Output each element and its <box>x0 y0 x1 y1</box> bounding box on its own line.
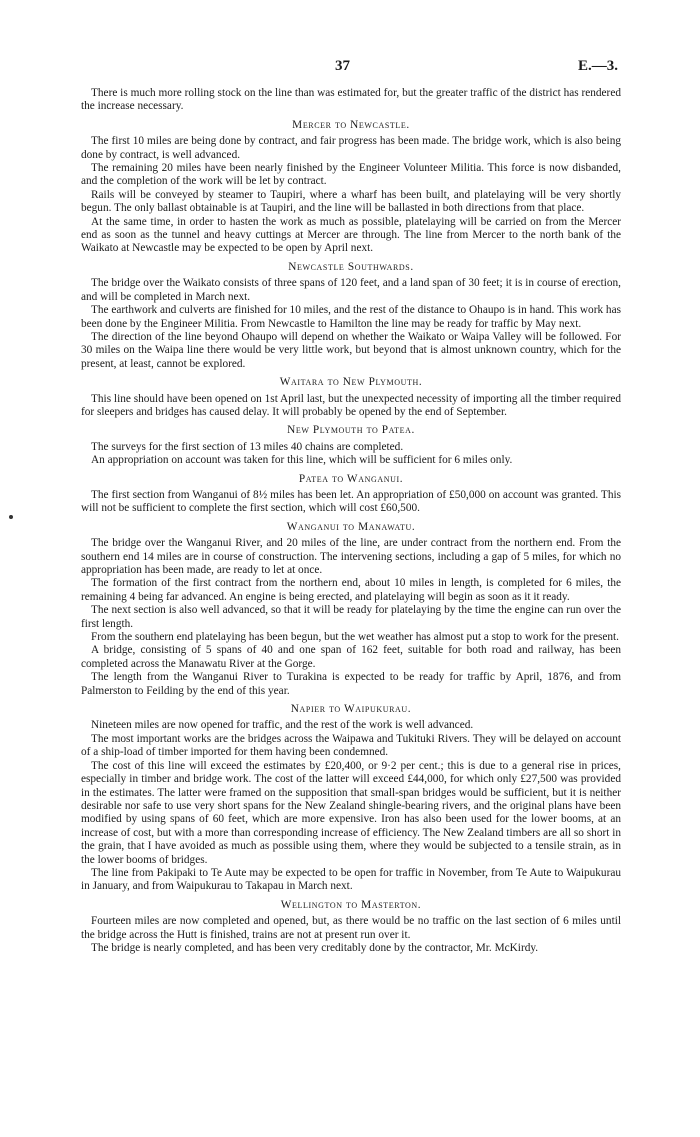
paragraph: At the same time, in order to hasten the work as much as possible, platelaying will be carried on from the Mercer end as soon as the tunnel and heavy cuttings at Mercer are through. The line from Mercer to the north bank of the Waikato at Newcastle may be expected to be open by April next. <box>81 215 621 255</box>
paragraph: The surveys for the first section of 13 miles 40 chains are completed. <box>91 440 404 453</box>
page-number: 37 <box>335 58 350 74</box>
section <box>81 87 621 114</box>
section <box>81 521 621 698</box>
section-heading: Napier to Waipukurau. <box>290 703 412 716</box>
paragraph: The bridge over the Waikato consists of three spans of 120 feet, and a land span of 30 feet; it is in course of erection, and will be completed in March next. <box>81 277 621 303</box>
section <box>81 703 621 894</box>
section <box>81 261 621 371</box>
paragraph: The first 10 miles are being done by contract, and fair progress has been made. The bridge work, which is also being done by contract, is well advanced. <box>81 135 621 161</box>
paragraph: The most important works are the bridges across the Waipawa and Tukituki Rivers. They will be delayed on account of a ship-load of timber imported for them having been condemned. <box>81 732 621 759</box>
paragraph: This line should have been opened on 1st April last, but the unexpected necessity of importing all the timber required for sleepers and bridges has caused delay. It will probably be opened by the end of September. <box>81 392 621 418</box>
section <box>81 119 621 256</box>
section-heading: Newcastle Southwards. <box>288 260 414 273</box>
paragraph: The length from the Wanganui River to Turakina is expected to be ready for traffic by April, 1876, and from Palmerston to Feilding by the end of this year. <box>81 671 621 697</box>
section-heading: Mercer to Newcastle. <box>292 118 410 131</box>
paragraph: The line from Pakipaki to Te Aute may be expected to be open for traffic in November, from Te Aute to Waipukurau in January, and from Waipukurau to Takapau in March next. <box>81 866 621 893</box>
section <box>81 899 621 956</box>
paragraph: A bridge, consisting of 5 spans of 40 and one span of 162 feet, suitable for both road and railway, has been completed across the Manawatu River at the Gorge. <box>81 644 621 670</box>
paragraph: The bridge over the Wanganui River, and 20 miles of the line, are under contract from the northern end. From the southern end 14 miles are in course of construction. The intervening sections, including a gap of 5 miles, for which no appropriation has been made, are ready to let at once. <box>81 537 621 576</box>
section-heading: Patea to Wanganui. <box>298 472 404 485</box>
paragraph: Fourteen miles are now completed and opened, but, as there would be no traffic on the last section of 6 miles until the bridge across the Hutt is finished, trains are not at present run over it. <box>81 915 621 941</box>
paragraph: Rails will be conveyed by steamer to Taupiri, where a wharf has been built, and platelaying will be very shortly begun. The only ballast obtainable is at Taupiri, and the line will be ballasted in both directions from that place. <box>81 188 621 215</box>
paragraph: The remaining 20 miles have been nearly finished by the Engineer Volunteer Militia. This force is now disbanded, and the completion of the work will be let by contract. <box>81 162 621 188</box>
section-heading: Wanganui to Manawatu. <box>286 520 416 533</box>
section <box>81 376 621 419</box>
paragraph: The next section is also well advanced, so that it will be ready for platelaying by the time the engine can run over the first length. <box>81 604 621 630</box>
paragraph: The cost of this line will exceed the estimates by £20,400, or 9·2 per cent.; this is due to a general rise in prices, especially in timber and bridge work. The cost of the latter will exceed £44,000, for which only £27,500 was provided in the estimates. The latter were framed on the supposition that small-span bridges would be sufficient, but it is neither desirable nor safe to use very short spans for the New Zealand shingle-bearing rivers, and the original plans have been modified by using spans of 60 feet, which are more expensive. Iron has also been used for the lower booms, at an increase of cost, but with a more than corresponding increase of efficiency. The New Zealand timbers are all so short in the grain, that I have avoided as much as possible using them, where they would be subjected to a tensile strain, as in the lower booms of bridges. <box>81 759 621 866</box>
document-body <box>81 87 621 955</box>
paragraph: The bridge is nearly completed, and has been very creditably done by the contractor, Mr. McKirdy. <box>91 941 539 954</box>
paragraph: There is much more rolling stock on the line than was estimated for, but the greater traffic of the district has rendered the increase necessary. <box>81 87 621 113</box>
document-reference: E.—3. <box>577 58 618 74</box>
paragraph: An appropriation on account was taken for this line, which will be sufficient for 6 miles only. <box>91 454 513 467</box>
margin-mark <box>9 515 13 519</box>
paragraph: The first section from Wanganui of 8½ miles has been let. An appropriation of £50,000 on account was granted. This will not be sufficient to complete the first section, which will cost £60,500. <box>81 488 621 515</box>
paragraph: The formation of the first contract from the northern end, about 10 miles in length, is completed for 6 miles, the remaining 4 being far advanced. An engine is being erected, and platelaying will begin as soon as it it ready. <box>81 577 621 603</box>
paragraph: The earthwork and culverts are finished for 10 miles, and the rest of the distance to Ohaupo is in hand. This work has been done by the Engineer Militia. From Newcastle to Hamilton the line may be ready for traffic by May next. <box>81 304 621 330</box>
paragraph: The direction of the line beyond Ohaupo will depend on whether the Waikato or Waipa Valley will be followed. For 30 miles on the Waipa line there would be very little work, but beyond that is almost unknown country, which for the present, at least, cannot be explored. <box>81 330 621 370</box>
paragraph: From the southern end platelaying has been begun, but the wet weather has almost put a stop to work for the present. <box>91 631 619 644</box>
paragraph: Nineteen miles are now opened for traffic, and the rest of the work is well advanced. <box>91 719 474 732</box>
section-heading: Waitara to New Plymouth. <box>279 376 423 389</box>
section <box>81 473 621 516</box>
section <box>81 424 621 467</box>
section-heading: New Plymouth to Patea. <box>287 424 415 437</box>
section-heading: Wellington to Masterton. <box>280 898 422 911</box>
